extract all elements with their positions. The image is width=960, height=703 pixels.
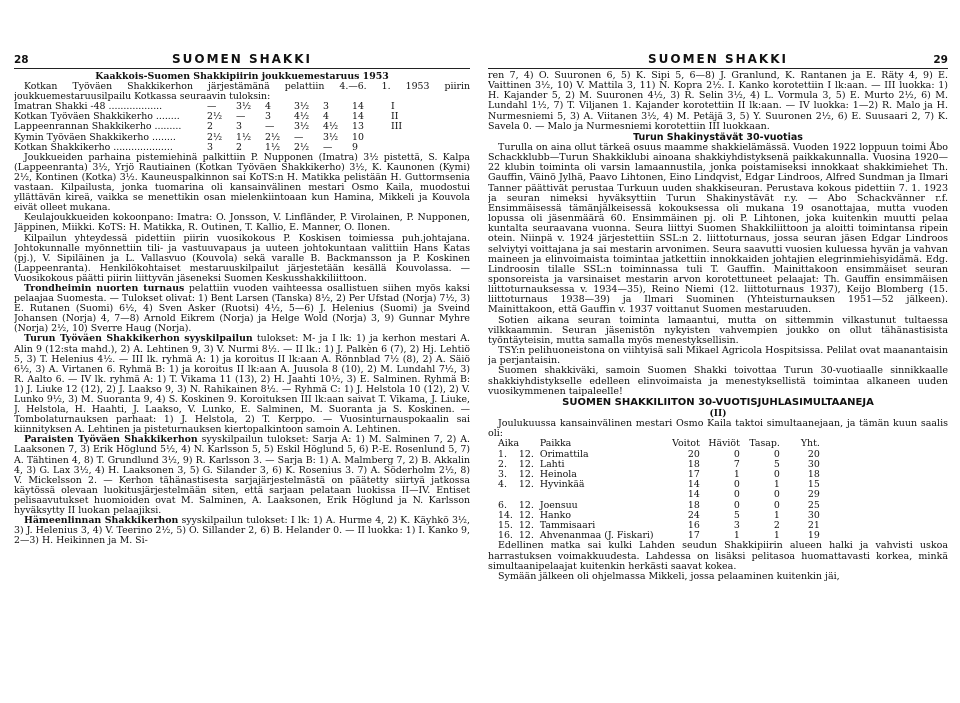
count-cell: 0 [773, 489, 780, 501]
paragraph [14, 435, 470, 516]
paragraph [14, 516, 470, 546]
place-cell: Orimattila [539, 448, 589, 460]
count-cell: 0 [733, 448, 740, 460]
count-cell: 5 [773, 458, 780, 470]
date-month: 12. [518, 458, 534, 470]
date-day: 1. [498, 448, 507, 460]
score-cell: 4½ [323, 121, 339, 133]
score-cell: 3 [236, 121, 242, 133]
place-cell: Ahvenanmaa (J. Fiskari) [539, 530, 654, 542]
count-cell: 24 [687, 509, 700, 521]
article-heading-simultaneous: SUOMEN SHAKKILIITON 30-VUOTISJUHLASIMULTAANEJA [562, 396, 874, 408]
team-name: Kymin Työväen Shakkikerho ........ [14, 131, 176, 143]
column-header: Yht. [800, 438, 820, 450]
paragraph: Keulajoukkueiden kokoonpano: Imatra: O. Jonsson, V. Linfländer, P. Virolainen, P. Nupponen, Jäppinen, Miikki. KoTS: H. Matikka, R. Outinen, T. Kallio, E. Manner, O. Ilonen. [14, 212, 470, 234]
date-month: 12. [518, 499, 534, 511]
date-day: 4. [498, 479, 507, 491]
score-cell: 2 [207, 121, 213, 133]
team-name: Lappeenrannan Shakkikerho ......... [14, 121, 182, 133]
date-day: 2. [498, 458, 507, 470]
score-cell: 4½ [294, 111, 310, 123]
score-cell: 2½ [265, 131, 281, 143]
count-cell: 18 [807, 468, 820, 480]
column-header: Aika [498, 438, 520, 450]
score-cell: 2½ [294, 141, 310, 153]
score-cell: 3½ [294, 101, 310, 113]
date-day: 16. [498, 530, 513, 542]
count-cell: 1 [733, 468, 740, 480]
date-month: 12. [518, 448, 534, 460]
rank-cell: II [391, 111, 399, 123]
paragraph: Symään jälkeen oli ohjelmassa Mikkeli, jossa pelaaminen kuitenkin jäi, [498, 570, 840, 582]
score-cell: 3½ [236, 101, 252, 113]
column-header: Voitot [672, 438, 700, 450]
place-cell: Hyvinkää [539, 479, 585, 491]
count-cell: 0 [733, 499, 740, 511]
count-cell: 29 [807, 489, 820, 501]
paragraph: Joukkueiden parhaina pistemiehinä palkittiin P. Nupponen (Imatra) 3½ pistettä, S. Kalpa (Lappeenranta) 3½, Yrjö Rautiainen (Kotkan Työväen Shakkikerho) 3½, K. Kaunonen (Kymi) 2½, Kontinen (Kotka) 3½. Kauneuspalkinnon sai KoTS:n H. Matikka pelistään H. Guttormsenia vastaan. Kilpailusta, jonka tuomarina oli kansainvälinen mestari Osmo Kaila, muodostui yllättävän kireä, vaikka se menettikin osan mielenkiintoaan kun Hamina, Mikkeli ja Kouvola eivät olleet mukana. [14, 151, 470, 214]
running-title: SUOMEN SHAKKI [172, 52, 312, 66]
score-cell: 4 [323, 111, 329, 123]
points-cell: 14 [352, 111, 364, 123]
rank-cell: I [391, 101, 395, 113]
team-name: Kotkan Työväen Shakkikerho ........ [14, 111, 180, 123]
paragraph-lead: Turun Työväen Shakkikerhon syyskilpailun [24, 333, 253, 345]
count-cell: 1 [773, 509, 780, 521]
intro-paragraph: Kotkan Työväen Shakkikerhon järjestämänä pelattiin 4.—6. 1. 1953 piirin joukkuemestaruusilpailu Kotkassa seuraavin tuloksin: [14, 81, 470, 103]
points-cell: 9 [352, 141, 358, 153]
count-cell: 20 [687, 448, 700, 460]
points-cell: 10 [352, 131, 364, 143]
count-cell: 1 [773, 479, 780, 491]
running-title: SUOMEN SHAKKI [648, 52, 788, 66]
paragraph-text: tulokset: M- ja I lk: 1) ja kerhon mestari A. Alin 9 (12:sta mahd.), 2) A. Lehtinen 9, 3) V. Nurmi 8½. — II lk.: 1) J. Palkèn 6 (7), 2) Hj. Lehtiö 5, 3) T. Helenius 4½. — III lk. ryhmä A: 1) ja koroitus II lk:aan A. Rönnblad 7½ (8), 2) A. Säiö 6½, 3) A. Virtanen 6. Ryhmä B: 1) ja koroitus II lk:aan A. Juusola 8 (10), 2) M. Lundahl 7½, 3) R. Aalto 6. — IV lk. ryhmä A: 1) T. Vikama 11 (13), 2) H. Jaahti 10½, 3) E. Salminen. Ryhmä B: 1) J. Liuke 12 (12), 2) J. Laakso 9, 3) N. Rahikainen 8½. — Ryhmä C: 1) J. Helstola 10 (12), 2) V. Lunko 9½, 3) M. Suoranta 9, 4) S. Koskinen 9. Koroituksen III lk:aan saivat T. Vikama, J. Liuke, J. Helstola, H. Haahti, J. Laakso, V. Lunko, E. Salminen, M. Suoranta ja S. Koskinen. — Tombolaturnauksen parhaat: 1) J. Helstola, 2) T. Kerppo. — Vuosinturnauspokaalin sai kiinnityksen A. Lehtinen ja pisteturnauksen kiertopalkintoon samoin A. Lehtinen. [14, 333, 470, 436]
paragraph [14, 284, 470, 334]
paragraph [14, 334, 470, 435]
count-cell: 17 [687, 468, 700, 480]
date-month: 12. [518, 509, 534, 521]
count-cell: 0 [773, 468, 780, 480]
paragraph: Joulukuussa kansainvälinen mestari Osmo Kaila taktoi simultaanejaan, ja tämän kuun saalis oli: [488, 418, 948, 440]
count-cell: 18 [687, 458, 700, 470]
article-heading: Kaakkois-Suomen Shakkipiirin joukkuemestaruus 1953 [95, 72, 389, 82]
paragraph: Suomen shakkiväki, samoin Suomen Shakki toivottaa Turun 30-vuotiaalle sinnikkaalle shakkiyhdistykselle edelleen elinvoimaista ja menestyksellistä toimintaa alkaneen uuden vuosikymmenen taipaleelle! [488, 365, 948, 397]
score-cell: — [323, 141, 333, 153]
paragraph-text: pelattiin vuoden vaihteessa osallistuen siihen myös kaksi pelaajaa Suomesta. — Tulokset olivat: 1) Bent Larsen (Tanska) 8½, 2) Per Ufstad (Norja) 7½, 3) E. Rutanen (Suomi) 6½, 4) Sven Asker (Ruotsi) 4½, 5—6) J. Helenius (Suomi) ja Sveind Johansen (Norja) 4, 7—8) Arnold Eikrem (Norja) ja Helge Wold (Norja) 3, 9) Gunnar Myhre (Norja) 2½, 10) Sverre Haug (Norja). [14, 282, 470, 335]
date-month: 12. [518, 519, 534, 531]
score-cell: 1½ [236, 131, 252, 143]
date-month: 12. [518, 479, 534, 491]
score-cell: — [265, 121, 275, 133]
count-cell: 5 [733, 509, 740, 521]
column-header: Tasap. [749, 438, 780, 450]
points-cell: 14 [352, 101, 364, 113]
count-cell: 2 [773, 519, 780, 531]
score-cell: 1½ [265, 141, 281, 153]
count-cell: 1 [773, 530, 780, 542]
date-day: 6. [498, 499, 507, 511]
score-cell: 3½ [323, 131, 339, 143]
date-day: 3. [498, 468, 507, 480]
left-page [14, 0, 470, 703]
team-name: Imatran Shakki -48 .................. [14, 101, 163, 113]
score-cell: 2 [236, 141, 242, 153]
count-cell: 16 [687, 519, 700, 531]
date-day: 15. [498, 519, 513, 531]
running-head-right [488, 50, 948, 69]
score-cell: 2½ [207, 131, 223, 143]
paragraph-text: syyskilpailun tulokset: Sarja A: 1) M. Salminen 7, 2) A. Laaksonen 7, 3) Erik Höglund 5½, 4) N. Karlsson 5, 5) Eskil Höglund 5, 6) P.-E. Rosenlund 5, 7) A. Tähtinen 4, 8) T. Grundlund 3½, 9) R. Karlsson 3. — Sarja B: 1) A. Malmberg 7, 2) B. Akkalin 4, 3) G. Lax 3½, 4) H. Laaksonen 3, 5) G. Silander 3, 6) K. Rosenius 3. 7) A. Söderholm 2½, 8) V. Mickelsson 2. — Kerhon tähänastisesta sarjajärjestelmästä on päätetty siirtyä jatkossa käytössä olevaan luokitusjärjestelmään siten, että sarjaan pelataan luokissa II—IV. Entiset pelisaavutukset huomioiden ovat M. Salminen, A. Laaksonen, Erik Höglund ja N. Karlsson hyväksytty II luokan pelaajiksi. [14, 434, 470, 517]
score-cell: — [207, 101, 217, 113]
rank-cell: III [391, 121, 403, 133]
rank-cell [391, 133, 414, 143]
score-cell: 3 [323, 101, 329, 113]
count-cell: 0 [733, 489, 740, 501]
column-header: Paikka [539, 438, 572, 450]
table-row [498, 490, 826, 500]
count-cell: 14 [687, 479, 700, 491]
table-header-row [498, 439, 826, 449]
continued-paragraph: ren 7, 4) O. Suuronen 6, 5) K. Sipi 5, 6—8) J. Granlund, K. Rantanen ja E. Räty 4, 9) E. Vaittinen 3½, 10) V. Mattila 3, 11) N. Kopra 2½. I. Kanko korotettiin I lk:aan. — III luokka: 1) H. Kajander 5, 2) M. Suuronen 4½, 3) R. Selin 3½, 4) L. Vormula 3, 5) E. Murto 2½, 6) M. Lundahl 1½, 7) T. Viljanen 1. Kajander korotettiin II lk:aan. — IV luokka: 1—2) R. Malo ja H. Nurmesniemi 5, 3) A. Viitanen 3½, 4) M. Petäjä 3, 5) Y. Suuronen 2½, 6) E. Suusaari 2, 7) K. Savela 0. — Malo ja Nurmesniemi korotettiin III luokkaan. [488, 71, 948, 132]
count-cell: 30 [807, 458, 820, 470]
count-cell: 3 [733, 519, 740, 531]
score-cell: 3 [207, 141, 213, 153]
place-cell [540, 490, 666, 500]
paragraph: TSY:n pelihuoneistona on viihtyisä sali Mikael Agricola Hospitsissa. Pelilat ovat maanantaisin ja perjantaisin. [488, 345, 948, 367]
article-subheading: (II) [709, 408, 727, 419]
paragraph: Turulla on aina ollut tärkeä osuus maamme shakkielämässä. Vuoden 1922 loppuun toimi Åbo Schackklubb—Turun Shakkiklubi ainoana shakkiyhdistyksenä paikkakunnalla. Vuosina 1920—22 klubin toiminta oli varsin lamaannustila, jonka poistamiseksi innokkaat shakkimiehet Th. Gauffin, Väinö Jylhä, Paavo Lihtonen, Eino Lindqvist, Edgar Lindroos, Alfred Sundman ja Ilmari Tanner päättivät perustaa Turkuun uuden shakkiseuran. Perustava kokous pidettiin 7. 1. 1923 ja seuran nimeksi hyväksyttiin Turun Shakinystävät r.y. — Abo Schackvänner r.f. Ensimmäisessä tämänjälkeisessä kokouksessa oli mukana 19 osanottajaa, mutta vuoden lopussa oli jäsenmäärä 60. Ensimmäinen pj. oli P. Lihtonen, joka kuitenkin muutti pelaa kuntalta seuraavana vuonna. Seura liittyi Suomen Shakkiliittoon ja aloitti toimintansa ripein otein. Niinpä v. 1924 järjestettiin SSL:n 2. liittoturnaus, jossa seuran jäsen Edgar Lindroos selviytyi voittajana ja sai mestarin arvonimen. Seura saavutti vuosien kuluessa hyvän ja vahvan maineen ja elinvoimaista toimintaa jatkettiin innokkaiden johtajien elegrinmiehisyidämä. Edg. Lindroosin tilalle SSL:n toiminnassa tuli T. Gauffin. Mainittakoon ensimmäiset seuran sponsoreista ja varsinaiset mestarin arvon korotettuneet pelaajat: Th. Gauffin ensimmäisen liittoturnauksessa v. 1934—35), Reino Niemi (12. liittoturnaus 1937), Keijo Blomberg (15. liittoturnaus 1938—39) ja Ilmari Suominen (Yhteisturnauksen 1951—52 jälkeen). Mainittakoon, että Gauffin v. 1937 voittanut Suomen mestaruuden. [488, 141, 948, 316]
score-cell: 4 [265, 101, 271, 113]
score-cell: 2½ [207, 111, 223, 123]
score-cell: — [236, 111, 246, 123]
count-cell: 0 [773, 448, 780, 460]
count-cell: 14 [687, 489, 700, 501]
paragraph: Kilpailun yhteydessä pidettiin piirin vuosikokous P. Koskisen toimiessa puh.johtajana. Johtokunnalle myönnettiin tili- ja vastuuvapaus ja uuteen johtokuntaan valittiin Hans Katas (pj.), V. Sipiläinen ja L. Vallasvuo (Kouvola) sekä varalle B. Backmansson ja P. Koskinen (Lappeenranta). Henkilökohtaiset mestaruuskilpailut järjestetään kesällä Kouvolassa. — Vuosikokous päätti piirin liittyvän jäseneksi Suomen Keskusshakkiliittoon. [14, 232, 470, 284]
count-cell: 7 [733, 458, 740, 470]
article-heading: Turun Shakinystävät 30-vuotias [633, 131, 803, 143]
count-cell: 0 [733, 479, 740, 491]
paragraph: Edellinen matka sai kulki Lahden seudun Shakkipiirin alueen halki ja vahvisti uskoa harrastuksen voimakkuudesta. Lahdessa on lisäksi pelitasoa huomattavasti korkea, minkä simultaanipelaajat kuitenkin herkästi saavat kokea. [488, 540, 948, 572]
score-cell: 3 [265, 111, 271, 123]
place-cell: Hanko [539, 509, 571, 521]
date-month: 12. [518, 530, 534, 542]
score-cell: 3½ [294, 121, 310, 133]
count-cell: 21 [807, 519, 820, 531]
count-cell: 20 [807, 448, 820, 460]
place-cell: Lahti [539, 458, 565, 470]
date-day: 14. [498, 509, 513, 521]
place-cell: Tammisaari [539, 519, 596, 531]
count-cell: 1 [733, 530, 740, 542]
running-head-left [14, 50, 470, 69]
place-cell: Joensuu [539, 499, 578, 511]
simultaneous-table [498, 439, 826, 541]
score-cell: — [294, 131, 304, 143]
paragraph: Sotien aikana seuran toiminta lamaantui, mutta on sittemmin vilkastunut tultaessa vilkkaammin. Seuran jäsenistön nykyisten vahvempien joukko on ollut tähänastisista työntäyteisin, mutta samalla myös menestyksellisin. [488, 314, 948, 346]
paragraph-lead: Hämeenlinnan Shakkikerhon [24, 515, 179, 527]
count-cell: 18 [687, 499, 700, 511]
count-cell: 19 [807, 530, 820, 542]
count-cell: 30 [807, 509, 820, 521]
right-body [488, 71, 948, 582]
points-cell: 13 [352, 121, 364, 133]
right-page [488, 0, 948, 703]
date-month [519, 490, 540, 500]
column-header: Häviöt [708, 438, 740, 450]
team-name: Kotkan Shakkikerho .................... [14, 141, 173, 153]
count-cell: 25 [807, 499, 820, 511]
paragraph-text: syyskilpailun tulokset: I lk: 1) A. Hurme 4, 2) K. Käyhkö 3½, 3) J. Helenius 3, 4) V. Teerino 2½, 5) O. Sillander 2, 6) B. Helander 0. — II luokka: 1) I. Kanko 9, 2—3) H. Heikinnen ja M. Si- [14, 515, 470, 547]
place-cell: Heinola [539, 468, 577, 480]
paragraph-lead: Trondheimin nuorten turnaus [24, 282, 185, 294]
page-number: 29 [933, 54, 948, 66]
left-body [14, 72, 470, 546]
page-number: 28 [14, 54, 29, 66]
paragraph-lead: Paraisten Työväen Shakkikerhon [24, 434, 198, 446]
date-month: 12. [518, 468, 534, 480]
count-cell: 17 [687, 530, 700, 542]
count-cell: 15 [807, 479, 820, 491]
date-day [498, 490, 519, 500]
standings-table [14, 102, 414, 152]
count-cell: 0 [773, 499, 780, 511]
